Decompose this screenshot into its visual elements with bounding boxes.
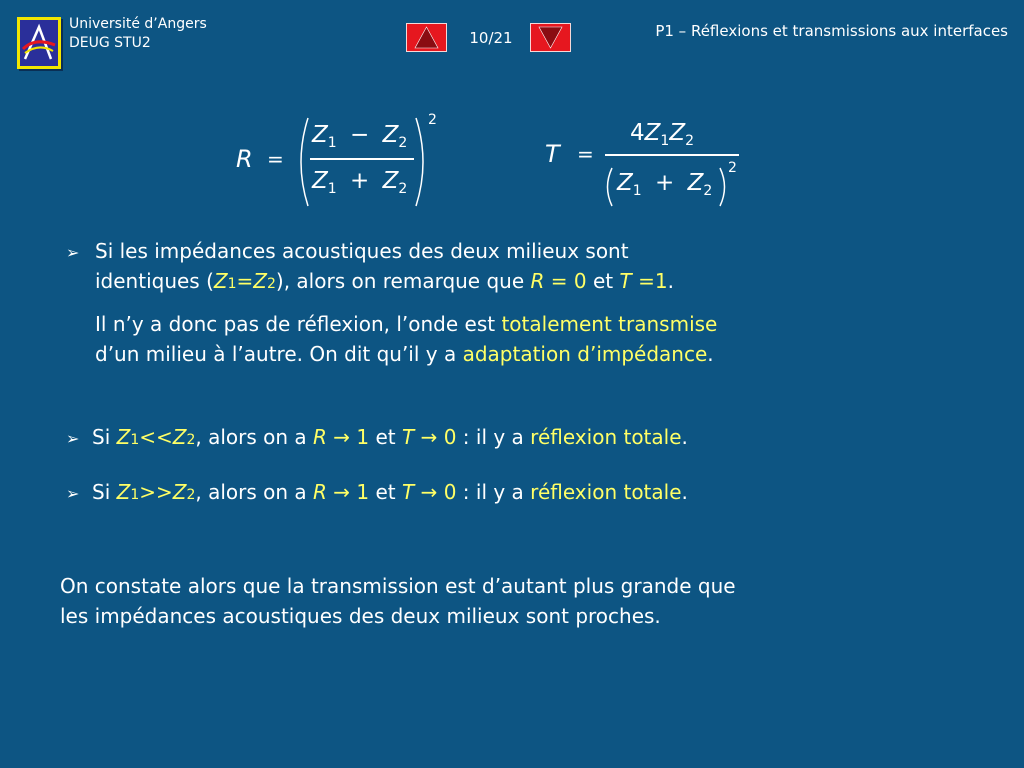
formula-reflection [236,112,456,212]
university-header [69,15,207,53]
university-name: Université d’Angers [69,16,207,32]
bullet-z1-much-less-z2: Si Z1<<Z2, alors on a R → 1 et T → 0 : il y a réflexion totale. [92,425,688,449]
arrow-bullet-icon: ➢ [66,484,80,503]
triangle-up-icon [407,24,446,51]
bullet-z1-much-greater-z2: Si Z1>>Z2, alors on a R → 1 et T → 0 : il y a réflexion totale. [92,480,688,504]
program-name: DEUG STU2 [69,35,151,51]
university-logo [17,17,61,69]
logo-a-icon [21,23,57,63]
triangle-down-icon [531,24,570,51]
formula-t-lhs: T [545,140,560,168]
no-reflection-explanation: Il n’y a donc pas de réflexion, l’onde est totalement transmise d’un milieu à l’autre. On dit qu’il y a adaptation d’impédance. [95,312,718,366]
next-slide-button[interactable] [530,23,571,52]
formula-t-numerator: $4Z_1Z_2$ [630,120,695,149]
right-paren-icon [412,116,432,208]
formula-t-equals: = [577,142,594,166]
formula-r-denominator: $Z_1 + Z_2$ [312,168,408,197]
arrow-bullet-icon: ➢ [66,243,80,262]
fraction-bar [605,154,739,156]
formula-r-numerator: $Z_1 - Z_2$ [312,122,408,151]
page-indicator: 10/21 [469,29,513,47]
bullet1-line2: identiques (Z1=Z2), alors on remarque que R = 0 et T =1. [95,269,674,293]
arrow-bullet-icon: ➢ [66,429,80,448]
formula-r-lhs: R [236,145,253,173]
previous-slide-button[interactable] [406,23,447,52]
formula-t-denominator: $Z_1 + Z_2$ [617,170,713,199]
fraction-bar [310,158,414,160]
formula-r-exponent: 2 [428,112,437,128]
formula-transmission [545,112,765,212]
conclusion-paragraph: On constate alors que la transmission est d’autant plus grande que les impédances acoustiques des deux milieux sont proches. [60,574,736,628]
left-paren-icon [601,166,615,208]
bullet-identical-impedances: Si les impédances acoustiques des deux milieux sont identiques (Z1=Z2), alors on remarque que R = 0 et T =1. [95,236,995,299]
section-title: P1 – Réflexions et transmissions aux interfaces [655,22,1008,40]
formula-t-exponent: 2 [728,160,737,176]
left-paren-icon [292,116,312,208]
formula-r-equals: = [267,147,284,171]
